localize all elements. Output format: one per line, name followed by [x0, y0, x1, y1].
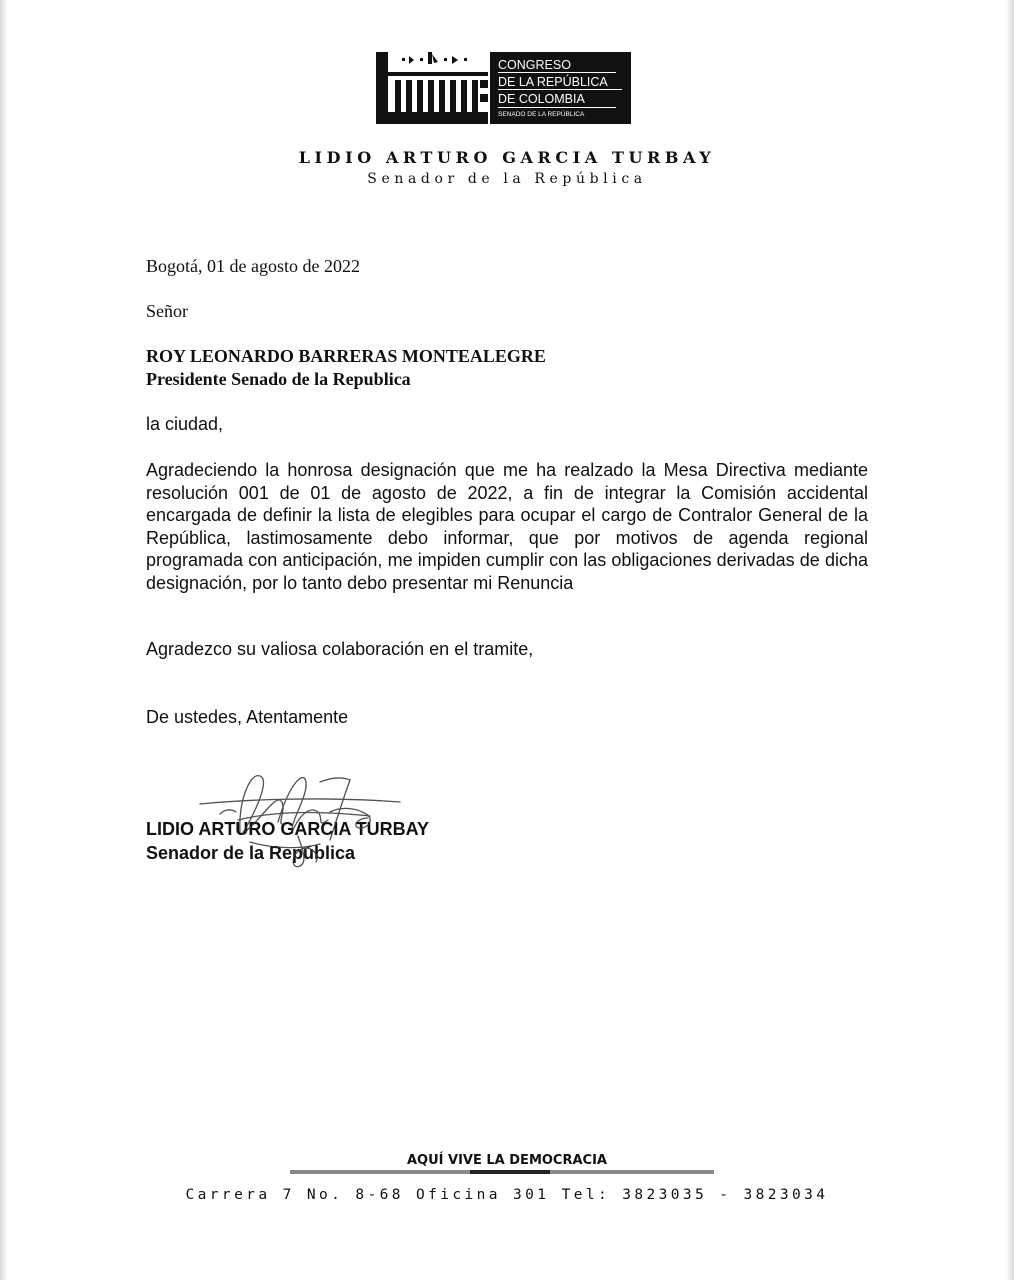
capitol-columns-icon [376, 50, 488, 126]
logo-line-4: SENADO DE LA REPÚBLICA [498, 111, 585, 118]
letter-salutation: Señor [146, 301, 188, 321]
logo-rule [498, 107, 616, 108]
signer-name: LIDIO ARTURO GARCIA TURBAY [146, 819, 429, 839]
letter-date: Bogotá, 01 de agosto de 2022 [146, 256, 360, 276]
logo-line-2: DE LA REPÚBLICA [498, 75, 608, 89]
letter-location: la ciudad, [146, 414, 224, 434]
letterhead-sender-title: Senador de la República [367, 171, 647, 187]
footer-divider-accent [470, 1170, 550, 1174]
congress-logo [376, 50, 632, 126]
footer-motto: AQUÍ VIVE LA DEMOCRACIA [407, 1153, 607, 1168]
letter-thanks: Agradezco su valiosa colaboración en el tramite, [146, 639, 534, 659]
footer-address: Carrera 7 No. 8-68 Oficina 301 Tel: 3823035 - 3823034 [185, 1187, 829, 1203]
logo-line-1: CONGRESO [498, 58, 571, 72]
logo-line-3: DE COLOMBIA [498, 92, 585, 106]
signer-title: Senador de la República [146, 843, 356, 863]
letterhead-sender-name: LIDIO ARTURO GARCIA TURBAY [298, 148, 716, 167]
logo-rule [498, 89, 622, 90]
logo-label-box [490, 52, 631, 124]
logo-rule [498, 72, 616, 73]
letter-closing: De ustedes, Atentamente [146, 707, 349, 727]
handwritten-signature [180, 762, 420, 872]
recipient-title: Presidente Senado de la Republica [146, 369, 411, 389]
page-edge-right [1006, 0, 1014, 1280]
page-edge-left [0, 0, 8, 1280]
recipient-name: ROY LEONARDO BARRERAS MONTEALEGRE [146, 346, 546, 366]
letter-body-paragraph: Agradeciendo la honrosa designación que me ha realzado la Mesa Directiva mediante resolución 001 de 01 de agosto de 2022, a fin de integrar la Comisión accidental encargada de definir la lista de elegibles para ocupar el cargo de Contralor General de la República, lastimosamente debo informar, que por motivos de agenda regional programada con anticipación, me impiden cumplir con las obligaciones derivadas de dicha designación, por lo tanto debo presentar mi Renuncia [146, 460, 868, 593]
